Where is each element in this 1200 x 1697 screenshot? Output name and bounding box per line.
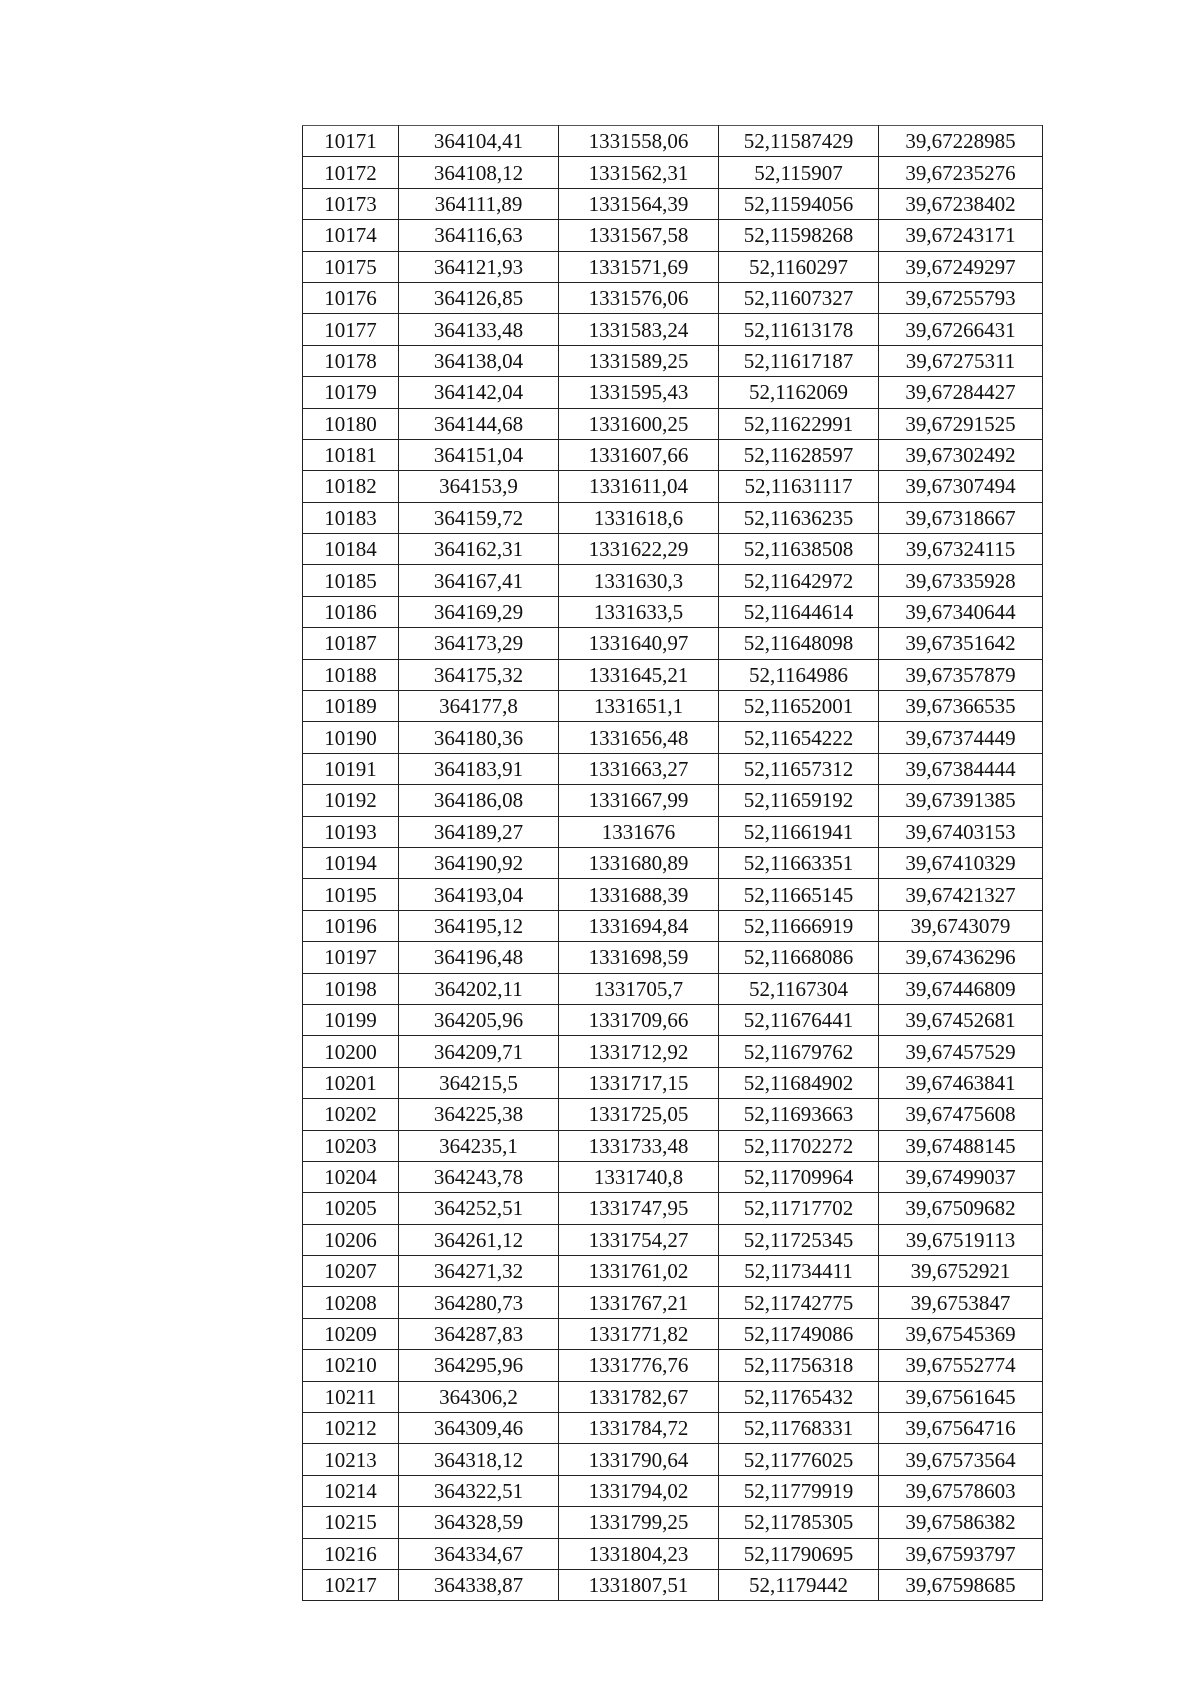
- table-row: [303, 1444, 1043, 1475]
- point-number-cell: 10211: [303, 1381, 399, 1412]
- x-coordinate-cell: 364104,41: [399, 126, 559, 157]
- longitude-cell: 39,67410329: [879, 847, 1043, 878]
- longitude-cell: 39,67318667: [879, 502, 1043, 533]
- latitude-cell: 52,11749086: [719, 1318, 879, 1349]
- y-coordinate-cell: 1331567,58: [559, 220, 719, 251]
- table-row: [303, 502, 1043, 533]
- longitude-cell: 39,67235276: [879, 157, 1043, 188]
- latitude-cell: 52,11709964: [719, 1161, 879, 1192]
- table-row: [303, 1067, 1043, 1098]
- y-coordinate-cell: 1331667,99: [559, 785, 719, 816]
- latitude-cell: 52,11607327: [719, 282, 879, 313]
- longitude-cell: 39,67275311: [879, 345, 1043, 376]
- table-row: [303, 1507, 1043, 1538]
- longitude-cell: 39,67561645: [879, 1381, 1043, 1412]
- table-row: [303, 314, 1043, 345]
- y-coordinate-cell: 1331754,27: [559, 1224, 719, 1255]
- latitude-cell: 52,11648098: [719, 628, 879, 659]
- x-coordinate-cell: 364328,59: [399, 1507, 559, 1538]
- table-row: [303, 1161, 1043, 1192]
- longitude-cell: 39,67463841: [879, 1067, 1043, 1098]
- y-coordinate-cell: 1331576,06: [559, 282, 719, 313]
- point-number-cell: 10197: [303, 942, 399, 973]
- latitude-cell: 52,11684902: [719, 1067, 879, 1098]
- point-number-cell: 10206: [303, 1224, 399, 1255]
- longitude-cell: 39,6753847: [879, 1287, 1043, 1318]
- y-coordinate-cell: 1331571,69: [559, 251, 719, 282]
- point-number-cell: 10191: [303, 753, 399, 784]
- longitude-cell: 39,67403153: [879, 816, 1043, 847]
- x-coordinate-cell: 364205,96: [399, 1004, 559, 1035]
- latitude-cell: 52,11790695: [719, 1538, 879, 1569]
- y-coordinate-cell: 1331645,21: [559, 659, 719, 690]
- point-number-cell: 10212: [303, 1413, 399, 1444]
- table-row: [303, 126, 1043, 157]
- longitude-cell: 39,67243171: [879, 220, 1043, 251]
- longitude-cell: 39,67598685: [879, 1569, 1043, 1600]
- table-row: [303, 1538, 1043, 1569]
- point-number-cell: 10178: [303, 345, 399, 376]
- latitude-cell: 52,11779919: [719, 1475, 879, 1506]
- point-number-cell: 10180: [303, 408, 399, 439]
- latitude-cell: 52,1160297: [719, 251, 879, 282]
- longitude-cell: 39,67307494: [879, 471, 1043, 502]
- table-row: [303, 1130, 1043, 1161]
- y-coordinate-cell: 1331688,39: [559, 879, 719, 910]
- table-row: [303, 1036, 1043, 1067]
- y-coordinate-cell: 1331790,64: [559, 1444, 719, 1475]
- longitude-cell: 39,67249297: [879, 251, 1043, 282]
- point-number-cell: 10173: [303, 188, 399, 219]
- x-coordinate-cell: 364111,89: [399, 188, 559, 219]
- x-coordinate-cell: 364189,27: [399, 816, 559, 847]
- y-coordinate-cell: 1331630,3: [559, 565, 719, 596]
- latitude-cell: 52,11631117: [719, 471, 879, 502]
- y-coordinate-cell: 1331717,15: [559, 1067, 719, 1098]
- y-coordinate-cell: 1331680,89: [559, 847, 719, 878]
- x-coordinate-cell: 364202,11: [399, 973, 559, 1004]
- x-coordinate-cell: 364193,04: [399, 879, 559, 910]
- x-coordinate-cell: 364180,36: [399, 722, 559, 753]
- table-row: [303, 220, 1043, 251]
- y-coordinate-cell: 1331564,39: [559, 188, 719, 219]
- latitude-cell: 52,11613178: [719, 314, 879, 345]
- point-number-cell: 10196: [303, 910, 399, 941]
- point-number-cell: 10207: [303, 1256, 399, 1287]
- x-coordinate-cell: 364280,73: [399, 1287, 559, 1318]
- table-row: [303, 659, 1043, 690]
- latitude-cell: 52,11628597: [719, 439, 879, 470]
- y-coordinate-cell: 1331622,29: [559, 534, 719, 565]
- point-number-cell: 10216: [303, 1538, 399, 1569]
- y-coordinate-cell: 1331712,92: [559, 1036, 719, 1067]
- longitude-cell: 39,67457529: [879, 1036, 1043, 1067]
- table-row: [303, 973, 1043, 1004]
- y-coordinate-cell: 1331694,84: [559, 910, 719, 941]
- x-coordinate-cell: 364252,51: [399, 1193, 559, 1224]
- point-number-cell: 10193: [303, 816, 399, 847]
- longitude-cell: 39,67586382: [879, 1507, 1043, 1538]
- table-row: [303, 1287, 1043, 1318]
- point-number-cell: 10179: [303, 377, 399, 408]
- y-coordinate-cell: 1331676: [559, 816, 719, 847]
- point-number-cell: 10217: [303, 1569, 399, 1600]
- longitude-cell: 39,67391385: [879, 785, 1043, 816]
- table-row: [303, 1318, 1043, 1349]
- table-row: [303, 1381, 1043, 1412]
- y-coordinate-cell: 1331607,66: [559, 439, 719, 470]
- latitude-cell: 52,11734411: [719, 1256, 879, 1287]
- table-row: [303, 596, 1043, 627]
- y-coordinate-cell: 1331633,5: [559, 596, 719, 627]
- x-coordinate-cell: 364235,1: [399, 1130, 559, 1161]
- y-coordinate-cell: 1331656,48: [559, 722, 719, 753]
- x-coordinate-cell: 364126,85: [399, 282, 559, 313]
- longitude-cell: 39,6752921: [879, 1256, 1043, 1287]
- y-coordinate-cell: 1331562,31: [559, 157, 719, 188]
- point-number-cell: 10213: [303, 1444, 399, 1475]
- latitude-cell: 52,11666919: [719, 910, 879, 941]
- latitude-cell: 52,11693663: [719, 1099, 879, 1130]
- point-number-cell: 10203: [303, 1130, 399, 1161]
- x-coordinate-cell: 364271,32: [399, 1256, 559, 1287]
- latitude-cell: 52,11617187: [719, 345, 879, 376]
- latitude-cell: 52,11587429: [719, 126, 879, 157]
- point-number-cell: 10182: [303, 471, 399, 502]
- latitude-cell: 52,11638508: [719, 534, 879, 565]
- x-coordinate-cell: 364121,93: [399, 251, 559, 282]
- y-coordinate-cell: 1331794,02: [559, 1475, 719, 1506]
- x-coordinate-cell: 364338,87: [399, 1569, 559, 1600]
- latitude-cell: 52,11636235: [719, 502, 879, 533]
- table-row: [303, 1224, 1043, 1255]
- latitude-cell: 52,11654222: [719, 722, 879, 753]
- y-coordinate-cell: 1331784,72: [559, 1413, 719, 1444]
- longitude-cell: 39,67446809: [879, 973, 1043, 1004]
- x-coordinate-cell: 364196,48: [399, 942, 559, 973]
- point-number-cell: 10199: [303, 1004, 399, 1035]
- table-row: [303, 691, 1043, 722]
- latitude-cell: 52,11785305: [719, 1507, 879, 1538]
- longitude-cell: 39,67421327: [879, 879, 1043, 910]
- latitude-cell: 52,11663351: [719, 847, 879, 878]
- latitude-cell: 52,11665145: [719, 879, 879, 910]
- longitude-cell: 39,67509682: [879, 1193, 1043, 1224]
- point-number-cell: 10200: [303, 1036, 399, 1067]
- y-coordinate-cell: 1331767,21: [559, 1287, 719, 1318]
- point-number-cell: 10172: [303, 157, 399, 188]
- coordinates-table-body: [303, 126, 1043, 1601]
- point-number-cell: 10204: [303, 1161, 399, 1192]
- table-row: [303, 345, 1043, 376]
- longitude-cell: 39,67266431: [879, 314, 1043, 345]
- y-coordinate-cell: 1331725,05: [559, 1099, 719, 1130]
- point-number-cell: 10187: [303, 628, 399, 659]
- y-coordinate-cell: 1331709,66: [559, 1004, 719, 1035]
- longitude-cell: 39,67255793: [879, 282, 1043, 313]
- x-coordinate-cell: 364215,5: [399, 1067, 559, 1098]
- latitude-cell: 52,11679762: [719, 1036, 879, 1067]
- table-row: [303, 408, 1043, 439]
- x-coordinate-cell: 364133,48: [399, 314, 559, 345]
- x-coordinate-cell: 364261,12: [399, 1224, 559, 1255]
- x-coordinate-cell: 364306,2: [399, 1381, 559, 1412]
- y-coordinate-cell: 1331776,76: [559, 1350, 719, 1381]
- y-coordinate-cell: 1331807,51: [559, 1569, 719, 1600]
- x-coordinate-cell: 364225,38: [399, 1099, 559, 1130]
- x-coordinate-cell: 364169,29: [399, 596, 559, 627]
- table-row: [303, 1350, 1043, 1381]
- y-coordinate-cell: 1331663,27: [559, 753, 719, 784]
- point-number-cell: 10205: [303, 1193, 399, 1224]
- latitude-cell: 52,1164986: [719, 659, 879, 690]
- latitude-cell: 52,1167304: [719, 973, 879, 1004]
- table-row: [303, 157, 1043, 188]
- x-coordinate-cell: 364322,51: [399, 1475, 559, 1506]
- y-coordinate-cell: 1331782,67: [559, 1381, 719, 1412]
- point-number-cell: 10189: [303, 691, 399, 722]
- longitude-cell: 39,67488145: [879, 1130, 1043, 1161]
- table-row: [303, 471, 1043, 502]
- y-coordinate-cell: 1331698,59: [559, 942, 719, 973]
- table-row: [303, 785, 1043, 816]
- table-row: [303, 816, 1043, 847]
- y-coordinate-cell: 1331771,82: [559, 1318, 719, 1349]
- longitude-cell: 39,67519113: [879, 1224, 1043, 1255]
- point-number-cell: 10208: [303, 1287, 399, 1318]
- point-number-cell: 10202: [303, 1099, 399, 1130]
- point-number-cell: 10177: [303, 314, 399, 345]
- table-row: [303, 722, 1043, 753]
- x-coordinate-cell: 364287,83: [399, 1318, 559, 1349]
- table-row: [303, 377, 1043, 408]
- longitude-cell: 39,67291525: [879, 408, 1043, 439]
- x-coordinate-cell: 364334,67: [399, 1538, 559, 1569]
- longitude-cell: 39,67475608: [879, 1099, 1043, 1130]
- table-row: [303, 1099, 1043, 1130]
- point-number-cell: 10209: [303, 1318, 399, 1349]
- y-coordinate-cell: 1331733,48: [559, 1130, 719, 1161]
- x-coordinate-cell: 364108,12: [399, 157, 559, 188]
- point-number-cell: 10171: [303, 126, 399, 157]
- latitude-cell: 52,11676441: [719, 1004, 879, 1035]
- table-row: [303, 1004, 1043, 1035]
- x-coordinate-cell: 364195,12: [399, 910, 559, 941]
- longitude-cell: 39,67573564: [879, 1444, 1043, 1475]
- longitude-cell: 39,67564716: [879, 1413, 1043, 1444]
- latitude-cell: 52,11765432: [719, 1381, 879, 1412]
- table-row: [303, 282, 1043, 313]
- x-coordinate-cell: 364116,63: [399, 220, 559, 251]
- longitude-cell: 39,67452681: [879, 1004, 1043, 1035]
- longitude-cell: 39,67436296: [879, 942, 1043, 973]
- longitude-cell: 39,67335928: [879, 565, 1043, 596]
- point-number-cell: 10186: [303, 596, 399, 627]
- latitude-cell: 52,11668086: [719, 942, 879, 973]
- x-coordinate-cell: 364190,92: [399, 847, 559, 878]
- point-number-cell: 10181: [303, 439, 399, 470]
- latitude-cell: 52,1162069: [719, 377, 879, 408]
- x-coordinate-cell: 364142,04: [399, 377, 559, 408]
- latitude-cell: 52,11622991: [719, 408, 879, 439]
- longitude-cell: 39,67552774: [879, 1350, 1043, 1381]
- x-coordinate-cell: 364243,78: [399, 1161, 559, 1192]
- x-coordinate-cell: 364159,72: [399, 502, 559, 533]
- latitude-cell: 52,11742775: [719, 1287, 879, 1318]
- latitude-cell: 52,11642972: [719, 565, 879, 596]
- latitude-cell: 52,11725345: [719, 1224, 879, 1255]
- longitude-cell: 39,67284427: [879, 377, 1043, 408]
- y-coordinate-cell: 1331799,25: [559, 1507, 719, 1538]
- longitude-cell: 39,67351642: [879, 628, 1043, 659]
- longitude-cell: 39,67578603: [879, 1475, 1043, 1506]
- longitude-cell: 39,67374449: [879, 722, 1043, 753]
- table-row: [303, 628, 1043, 659]
- latitude-cell: 52,11661941: [719, 816, 879, 847]
- y-coordinate-cell: 1331618,6: [559, 502, 719, 533]
- table-row: [303, 251, 1043, 282]
- latitude-cell: 52,1179442: [719, 1569, 879, 1600]
- table-row: [303, 753, 1043, 784]
- latitude-cell: 52,11644614: [719, 596, 879, 627]
- latitude-cell: 52,11768331: [719, 1413, 879, 1444]
- y-coordinate-cell: 1331651,1: [559, 691, 719, 722]
- latitude-cell: 52,11598268: [719, 220, 879, 251]
- latitude-cell: 52,11717702: [719, 1193, 879, 1224]
- longitude-cell: 39,67593797: [879, 1538, 1043, 1569]
- point-number-cell: 10184: [303, 534, 399, 565]
- longitude-cell: 39,67499037: [879, 1161, 1043, 1192]
- x-coordinate-cell: 364186,08: [399, 785, 559, 816]
- point-number-cell: 10194: [303, 847, 399, 878]
- latitude-cell: 52,115907: [719, 157, 879, 188]
- y-coordinate-cell: 1331804,23: [559, 1538, 719, 1569]
- table-row: [303, 910, 1043, 941]
- point-number-cell: 10188: [303, 659, 399, 690]
- y-coordinate-cell: 1331747,95: [559, 1193, 719, 1224]
- point-number-cell: 10201: [303, 1067, 399, 1098]
- y-coordinate-cell: 1331640,97: [559, 628, 719, 659]
- point-number-cell: 10190: [303, 722, 399, 753]
- latitude-cell: 52,11756318: [719, 1350, 879, 1381]
- y-coordinate-cell: 1331611,04: [559, 471, 719, 502]
- table-row: [303, 847, 1043, 878]
- longitude-cell: 39,67384444: [879, 753, 1043, 784]
- y-coordinate-cell: 1331558,06: [559, 126, 719, 157]
- point-number-cell: 10192: [303, 785, 399, 816]
- x-coordinate-cell: 364162,31: [399, 534, 559, 565]
- longitude-cell: 39,67228985: [879, 126, 1043, 157]
- table-row: [303, 879, 1043, 910]
- x-coordinate-cell: 364167,41: [399, 565, 559, 596]
- latitude-cell: 52,11594056: [719, 188, 879, 219]
- longitude-cell: 39,67366535: [879, 691, 1043, 722]
- table-row: [303, 1569, 1043, 1600]
- point-number-cell: 10185: [303, 565, 399, 596]
- longitude-cell: 39,6743079: [879, 910, 1043, 941]
- y-coordinate-cell: 1331595,43: [559, 377, 719, 408]
- table-row: [303, 1413, 1043, 1444]
- table-row: [303, 1475, 1043, 1506]
- point-number-cell: 10215: [303, 1507, 399, 1538]
- x-coordinate-cell: 364138,04: [399, 345, 559, 376]
- x-coordinate-cell: 364177,8: [399, 691, 559, 722]
- longitude-cell: 39,67545369: [879, 1318, 1043, 1349]
- x-coordinate-cell: 364295,96: [399, 1350, 559, 1381]
- coordinates-table: [302, 125, 1043, 1601]
- latitude-cell: 52,11702272: [719, 1130, 879, 1161]
- table-row: [303, 1193, 1043, 1224]
- x-coordinate-cell: 364151,04: [399, 439, 559, 470]
- longitude-cell: 39,67302492: [879, 439, 1043, 470]
- y-coordinate-cell: 1331740,8: [559, 1161, 719, 1192]
- y-coordinate-cell: 1331761,02: [559, 1256, 719, 1287]
- point-number-cell: 10214: [303, 1475, 399, 1506]
- table-row: [303, 534, 1043, 565]
- x-coordinate-cell: 364209,71: [399, 1036, 559, 1067]
- longitude-cell: 39,67238402: [879, 188, 1043, 219]
- longitude-cell: 39,67340644: [879, 596, 1043, 627]
- y-coordinate-cell: 1331589,25: [559, 345, 719, 376]
- point-number-cell: 10183: [303, 502, 399, 533]
- y-coordinate-cell: 1331705,7: [559, 973, 719, 1004]
- y-coordinate-cell: 1331600,25: [559, 408, 719, 439]
- x-coordinate-cell: 364175,32: [399, 659, 559, 690]
- table-row: [303, 439, 1043, 470]
- table-row: [303, 942, 1043, 973]
- x-coordinate-cell: 364318,12: [399, 1444, 559, 1475]
- latitude-cell: 52,11776025: [719, 1444, 879, 1475]
- x-coordinate-cell: 364309,46: [399, 1413, 559, 1444]
- table-row: [303, 565, 1043, 596]
- longitude-cell: 39,67324115: [879, 534, 1043, 565]
- x-coordinate-cell: 364173,29: [399, 628, 559, 659]
- y-coordinate-cell: 1331583,24: [559, 314, 719, 345]
- x-coordinate-cell: 364183,91: [399, 753, 559, 784]
- table-row: [303, 1256, 1043, 1287]
- x-coordinate-cell: 364153,9: [399, 471, 559, 502]
- latitude-cell: 52,11659192: [719, 785, 879, 816]
- point-number-cell: 10195: [303, 879, 399, 910]
- latitude-cell: 52,11657312: [719, 753, 879, 784]
- point-number-cell: 10174: [303, 220, 399, 251]
- point-number-cell: 10198: [303, 973, 399, 1004]
- x-coordinate-cell: 364144,68: [399, 408, 559, 439]
- table-row: [303, 188, 1043, 219]
- latitude-cell: 52,11652001: [719, 691, 879, 722]
- longitude-cell: 39,67357879: [879, 659, 1043, 690]
- point-number-cell: 10175: [303, 251, 399, 282]
- point-number-cell: 10176: [303, 282, 399, 313]
- point-number-cell: 10210: [303, 1350, 399, 1381]
